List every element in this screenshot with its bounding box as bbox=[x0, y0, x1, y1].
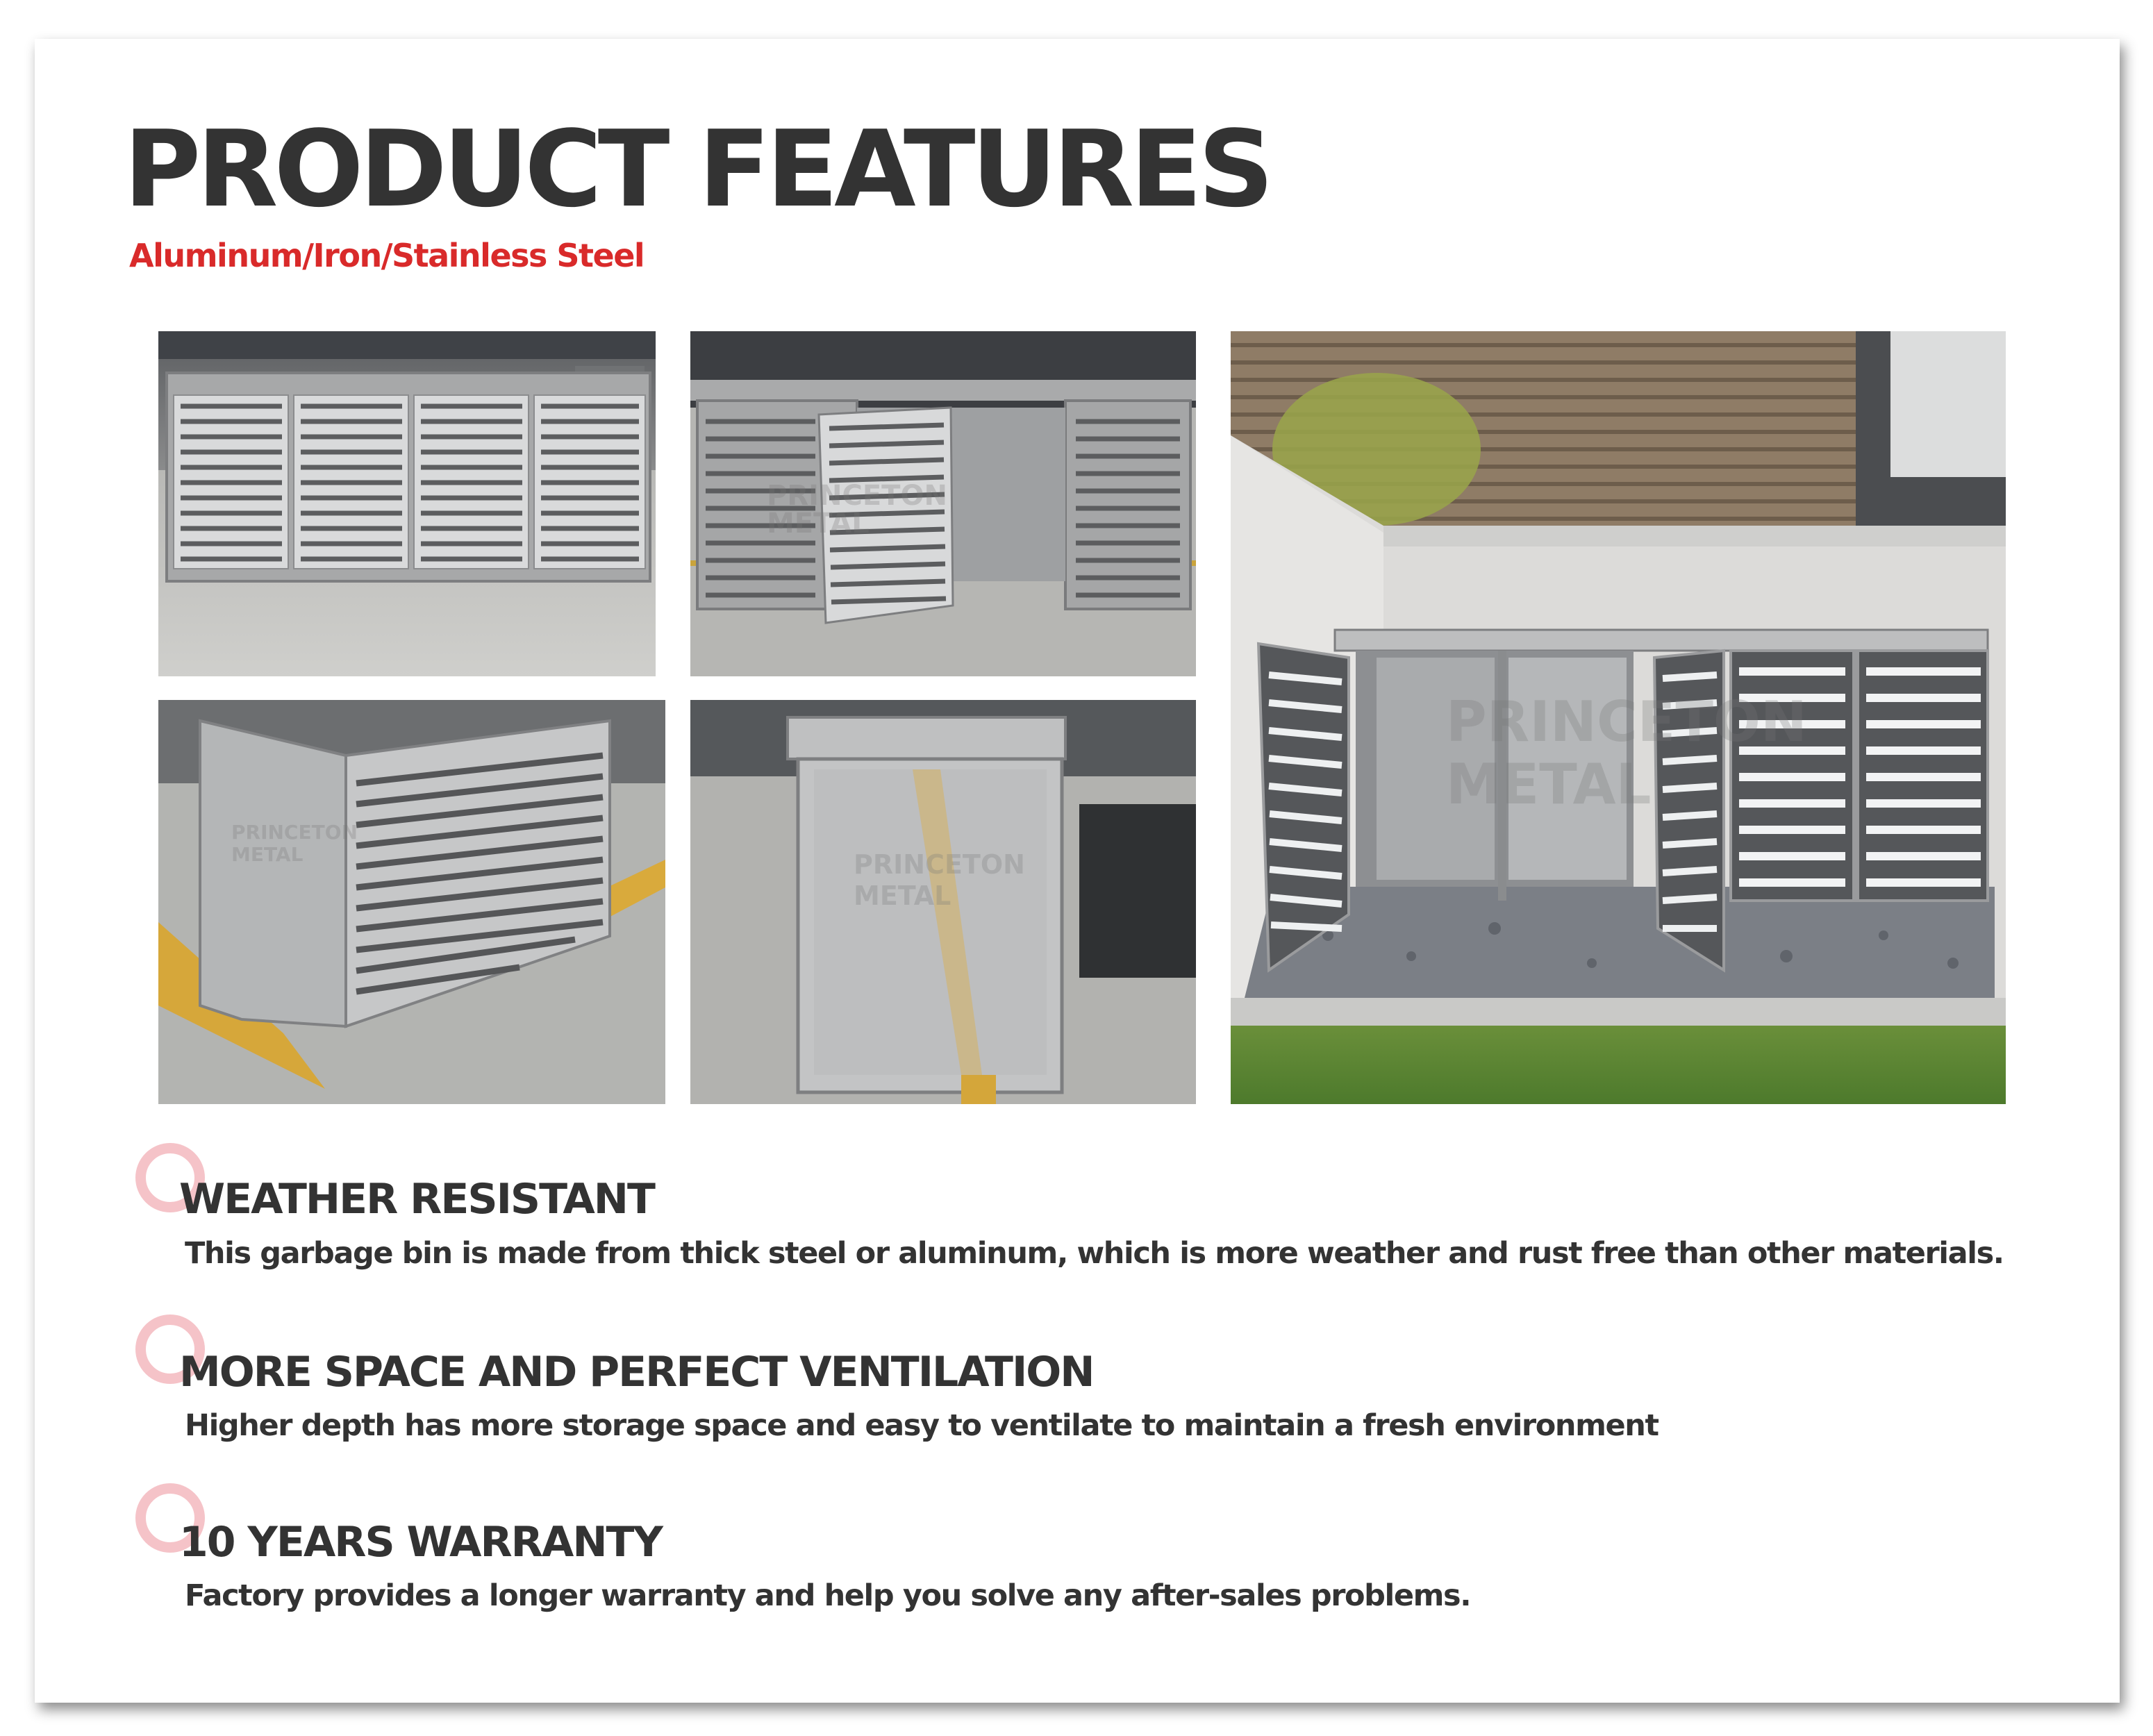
feature-description: This garbage bin is made from thick steel or aluminum, which is more weather and rust free than other materials. bbox=[185, 1236, 2004, 1271]
page-title: PRODUCT FEATURES bbox=[124, 108, 1270, 231]
feature-title: MORE SPACE AND PERFECT VENTILATION bbox=[179, 1348, 1094, 1396]
watermark-text: METAL bbox=[854, 880, 951, 911]
watermark-text: PRINCETON bbox=[854, 849, 1025, 880]
page-subtitle: Aluminum/Iron/Stainless Steel bbox=[129, 237, 645, 274]
photo-open-door-bin bbox=[690, 331, 1196, 676]
watermark-text: PRINCETON bbox=[231, 821, 358, 844]
photo-single-bin-side bbox=[690, 700, 1196, 1104]
photo-angled-bin-row bbox=[158, 700, 665, 1104]
feature-title: 10 YEARS WARRANTY bbox=[179, 1518, 662, 1567]
watermark-text: METAL bbox=[767, 508, 870, 540]
feature-description: Factory provides a longer warranty and help you solve any after-sales problems. bbox=[185, 1578, 1471, 1613]
watermark-text: PRINCETON bbox=[767, 480, 947, 512]
photo-courtyard-installation bbox=[1231, 331, 2006, 1104]
photo-four-bin-front bbox=[158, 331, 656, 676]
feature-description: Higher depth has more storage space and easy to ventilate to maintain a fresh environment bbox=[185, 1408, 1659, 1443]
watermark-text: METAL bbox=[1446, 752, 1652, 817]
feature-title: WEATHER RESISTANT bbox=[179, 1175, 654, 1224]
watermark-text: PRINCETON bbox=[1446, 690, 1807, 754]
watermark-text: METAL bbox=[231, 843, 304, 866]
